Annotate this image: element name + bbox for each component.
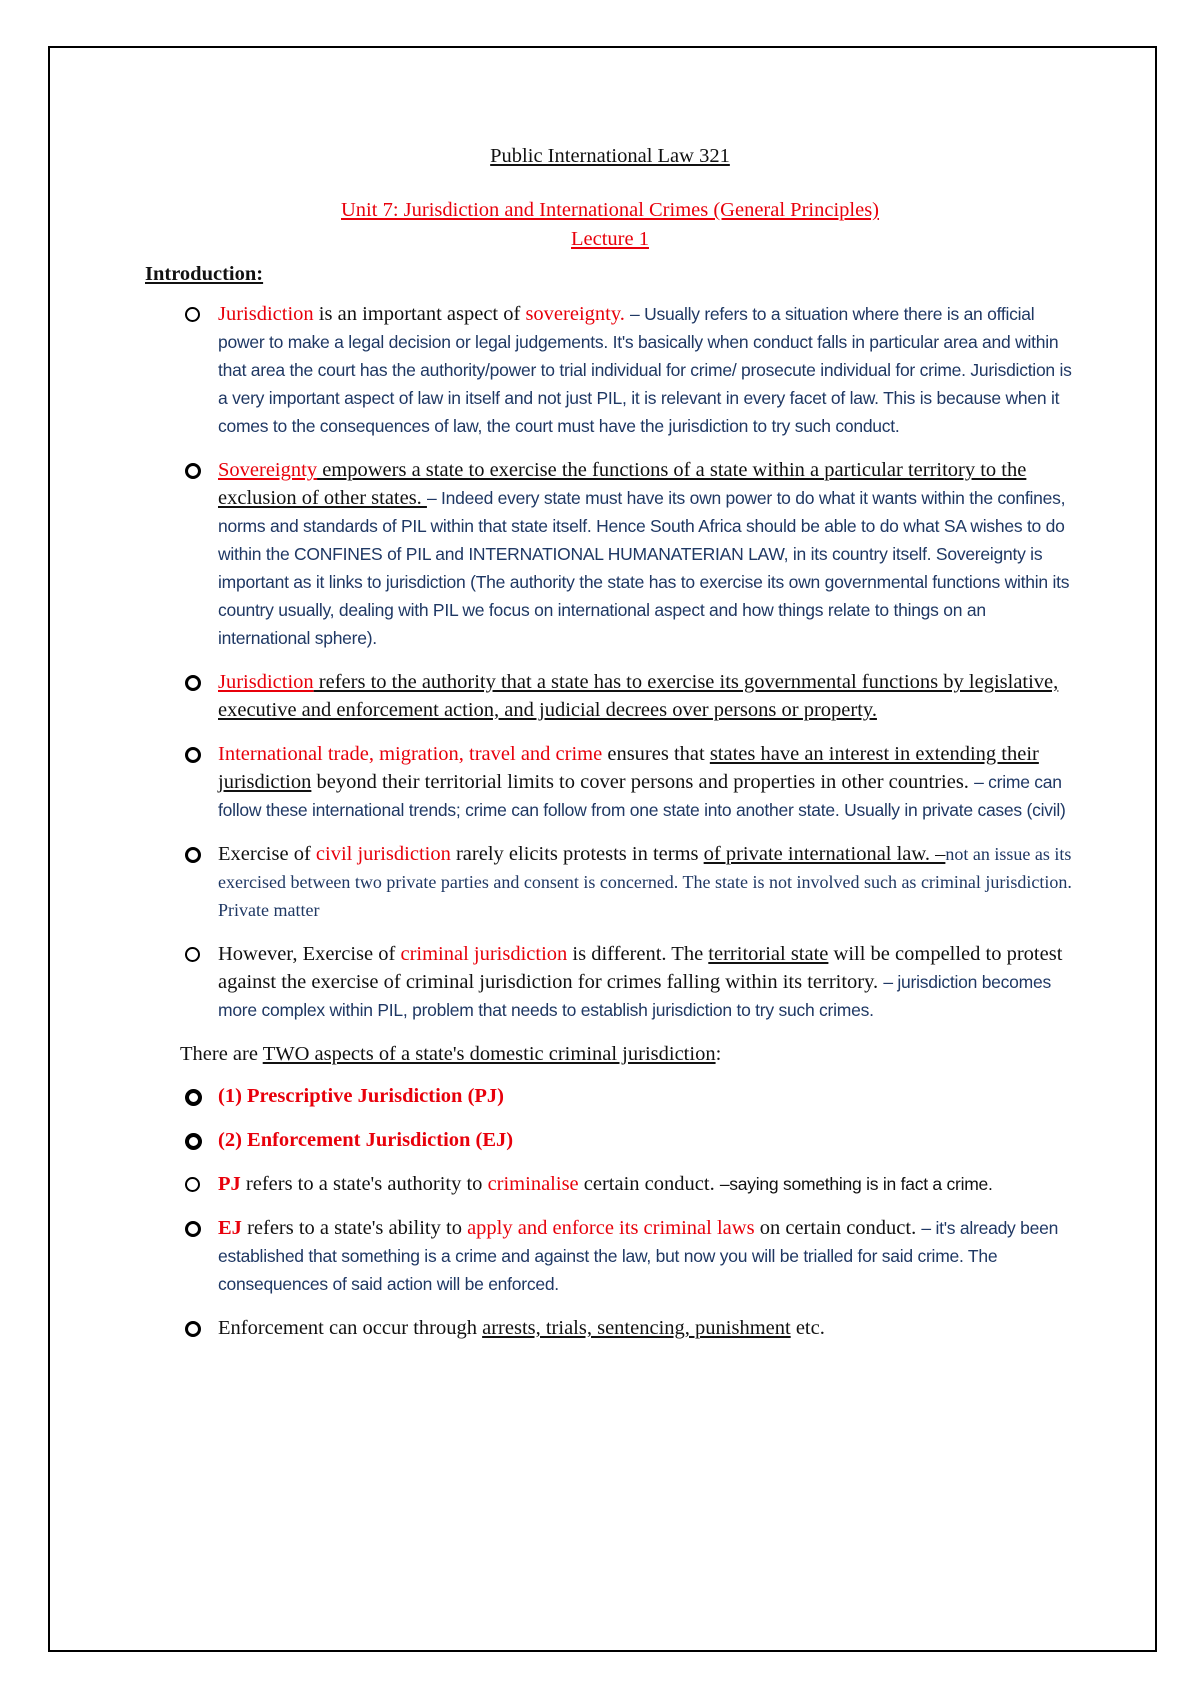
- statement-text: Enforcement can occur through: [218, 1317, 483, 1339]
- note-text: – Indeed every state must have its own power to do what it wants within the confines, norms and standards of PIL within that state itself. Hence South Africa should be able to do what SA wishes to do within the CONFINES of PIL and INTERNATIONAL HUMANATERIAN LAW, in its country itself. Sovereignty is important as it links to jurisdiction (The authority the state has to exercise its own governmental functions within its country usually, dealing with PIL we focus on international aspect and how things relate to things on an international sphere).: [218, 488, 1070, 648]
- statement-text: beyond their territorial limits to cover persons and properties in other countries.: [311, 771, 975, 793]
- term-sovereignty: Sovereignty: [218, 459, 318, 481]
- circle-bullet-icon: [185, 1089, 202, 1106]
- list-item: [145, 1214, 1075, 1298]
- list-item: [145, 1082, 1075, 1110]
- statement-text: rarely elicits protests in terms: [450, 843, 704, 865]
- list-item: [145, 456, 1075, 652]
- term-sovereignty: sovereignty.: [525, 303, 631, 325]
- note-text: –saying something is in fact a crime.: [719, 1174, 993, 1194]
- circle-bullet-icon: [185, 1177, 200, 1192]
- list-item: [145, 668, 1075, 724]
- circle-bullet-icon: [185, 1221, 201, 1237]
- list-item: [145, 940, 1075, 1024]
- list-item: [145, 1170, 1075, 1198]
- circle-bullet-icon: [185, 847, 201, 863]
- prescriptive-jurisdiction-label: (1) Prescriptive Jurisdiction (PJ): [218, 1085, 504, 1107]
- statement-text: will be compelled to protest against the exercise of criminal jurisdiction for crimes falling within its territory.: [218, 943, 1063, 993]
- statement-text: refers to the authority that a state has to exercise its governmental functions by legislative, executive and enforcement action, and judicial decrees over persons or property.: [218, 671, 1059, 721]
- introduction-list: [145, 300, 1075, 1024]
- unit-heading: Unit 7: Jurisdiction and International Crimes (General Principles): [341, 199, 879, 221]
- term-pj: PJ: [218, 1173, 241, 1195]
- lecture-heading: Lecture 1: [571, 228, 649, 250]
- note-text: – jurisdiction becomes more complex within PIL, problem that needs to establish jurisdiction to try such crimes.: [218, 972, 1051, 1020]
- circle-bullet-icon: [185, 947, 200, 962]
- document-body: [145, 142, 1075, 1358]
- enforcement-jurisdiction-label: (2) Enforcement Jurisdiction (EJ): [218, 1129, 514, 1151]
- term-jurisdiction: Jurisdiction: [218, 303, 314, 325]
- list-item: [145, 1314, 1075, 1342]
- statement-text: etc.: [790, 1317, 825, 1339]
- statement-underlined: states have an interest in extending their jurisdiction: [218, 743, 1039, 793]
- circle-bullet-icon: [185, 1133, 202, 1150]
- list-item: [145, 1126, 1075, 1154]
- circle-bullet-icon: [185, 1321, 201, 1337]
- list-item: [145, 740, 1075, 824]
- note-text: – Usually refers to a situation where there is an official power to make a legal decision or legal judgements. It's basically when conduct falls in particular area and within that area the court has the authority/power to trial individual for crime/ prosecute individual for crime. Jurisdiction is a very important aspect of law in itself and not just PIL, it is relevant in every facet of law. This is because when it comes to the consequences of law, the court must have the jurisdiction to try such conduct.: [218, 304, 1072, 436]
- statement-text: ensures that: [602, 743, 710, 765]
- note-text: not an issue as its exercised between two private parties and consent is concerned. The state is not involved such as criminal jurisdiction. Private matter: [218, 844, 1072, 920]
- term-apply-enforce: apply and enforce its criminal laws: [467, 1217, 755, 1239]
- aspects-intro: There are TWO aspects of a state's domestic criminal jurisdiction:: [180, 1043, 722, 1065]
- jurisdiction-aspects-list: [145, 1082, 1075, 1342]
- note-text: – it's already been established that something is a crime and against the law, but now you will be trialled for said crime. The consequences of said action will be enforced.: [218, 1218, 1059, 1294]
- statement-underlined: of private international law. –: [703, 843, 946, 865]
- term-jurisdiction: Jurisdiction: [218, 671, 314, 693]
- document-title: Public International Law 321: [490, 145, 730, 167]
- statement-text: is different. The: [567, 943, 709, 965]
- list-item: [145, 300, 1075, 440]
- statement-text: empowers a state to exercise the functions of a state within a particular territory to the exclusion of other states.: [218, 459, 1027, 509]
- introduction-heading: Introduction:: [145, 263, 264, 285]
- term-international-trends: International trade, migration, travel and crime: [218, 743, 603, 765]
- term-criminal-jurisdiction: criminal jurisdiction: [400, 943, 568, 965]
- statement-text: is an important aspect of: [313, 303, 526, 325]
- note-text: – crime can follow these international trends; crime can follow from one state into another state. Usually in private cases (civil): [218, 772, 1066, 820]
- circle-bullet-icon: [185, 463, 201, 479]
- statement-underlined: territorial state: [708, 943, 829, 965]
- term-ej: EJ: [218, 1217, 242, 1239]
- statement-underlined: arrests, trials, sentencing, punishment: [482, 1317, 791, 1339]
- term-civil-jurisdiction: civil jurisdiction: [315, 843, 451, 865]
- term-criminalise: criminalise: [487, 1173, 579, 1195]
- statement-text: However, Exercise of: [218, 943, 401, 965]
- statement-text: on certain conduct.: [754, 1217, 922, 1239]
- list-item: [145, 840, 1075, 924]
- circle-bullet-icon: [185, 675, 201, 691]
- circle-bullet-icon: [185, 747, 201, 763]
- statement-text: refers to a state's ability to: [241, 1217, 468, 1239]
- statement-text: Exercise of: [218, 843, 316, 865]
- statement-text: refers to a state's authority to: [240, 1173, 488, 1195]
- statement-text: certain conduct.: [578, 1173, 720, 1195]
- circle-bullet-icon: [185, 307, 200, 322]
